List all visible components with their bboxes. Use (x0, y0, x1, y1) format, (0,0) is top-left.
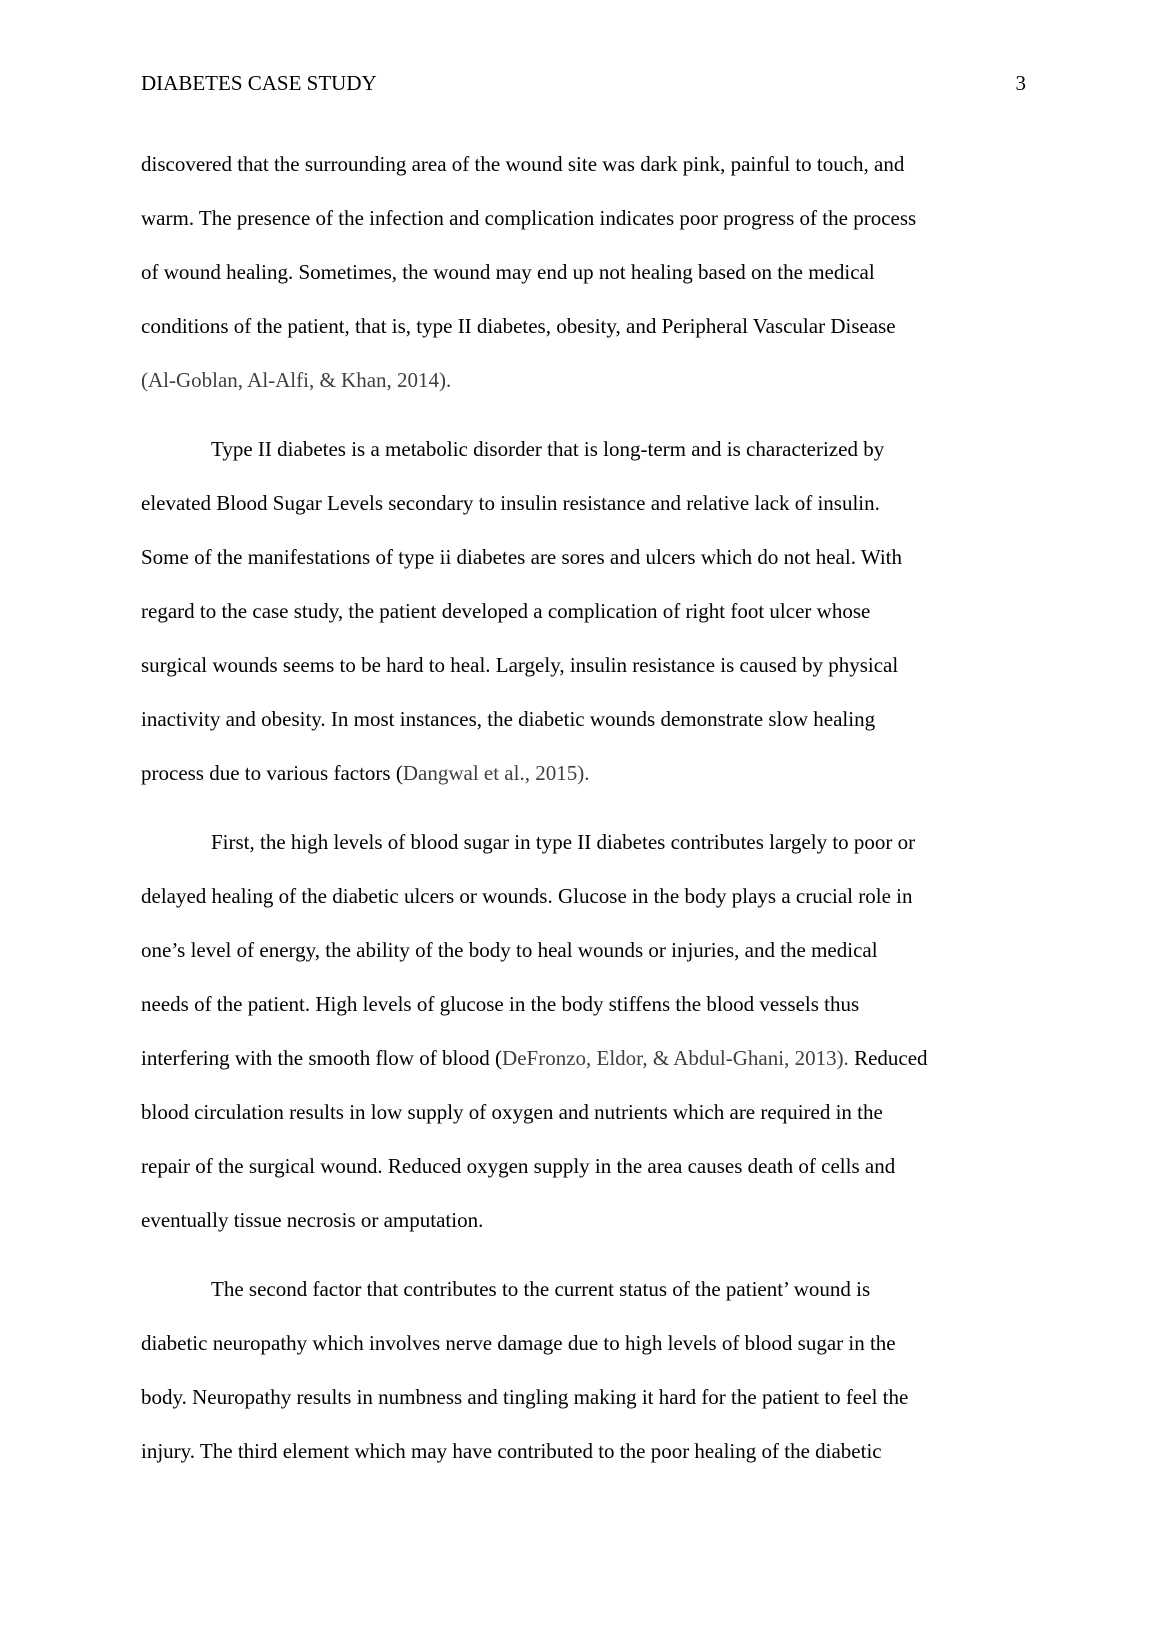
text-line: blood circulation results in low supply of oxygen and nutrients which are required in the (141, 1100, 883, 1124)
text-line: The second factor that contributes to the current status of the patient’ wound is (211, 1277, 871, 1301)
text-line: repair of the surgical wound. Reduced oxygen supply in the area causes death of cells and (141, 1154, 896, 1178)
text-line: conditions of the patient, that is, type II diabetes, obesity, and Peripheral Vascular Disease (141, 314, 896, 338)
text-line: Type II diabetes is a metabolic disorder that is long-term and is characterized by (211, 437, 885, 461)
citation: Dangwal et al., 2015). (402, 761, 590, 785)
body-text (141, 137, 1036, 1478)
text-line: elevated Blood Sugar Levels secondary to insulin resistance and relative lack of insulin. (141, 491, 880, 515)
text-line: discovered that the surrounding area of the wound site was dark pink, painful to touch, and (141, 152, 905, 176)
paragraph (141, 815, 1036, 1247)
paragraph (141, 137, 1036, 407)
text-line: eventually tissue necrosis or amputation. (141, 1208, 484, 1232)
text-line: regard to the case study, the patient developed a complication of right foot ulcer whose (141, 599, 871, 623)
text-line: needs of the patient. High levels of glucose in the body stiffens the blood vessels thus (141, 992, 860, 1016)
text-line: warm. The presence of the infection and complication indicates poor progress of the process (141, 206, 917, 230)
text-line: of wound healing. Sometimes, the wound may end up not healing based on the medical (141, 260, 875, 284)
text-line: one’s level of energy, the ability of the body to heal wounds or injuries, and the medical (141, 938, 878, 962)
text-line: inactivity and obesity. In most instances, the diabetic wounds demonstrate slow healing (141, 707, 876, 731)
text-run: interfering with the smooth flow of blood ( (141, 1046, 503, 1070)
paragraph (141, 422, 1036, 800)
citation-line: (Al-Goblan, Al-Alfi, & Khan, 2014). (141, 368, 452, 392)
text-line: diabetic neuropathy which involves nerve damage due to high levels of blood sugar in the (141, 1331, 896, 1355)
text-line: body. Neuropathy results in numbness and tingling making it hard for the patient to feel the (141, 1385, 909, 1409)
text-line (141, 1031, 1036, 1085)
text-line: delayed healing of the diabetic ulcers or wounds. Glucose in the body plays a crucial role in (141, 884, 913, 908)
text-line (141, 746, 1036, 800)
text-line: First, the high levels of blood sugar in type II diabetes contributes largely to poor or (211, 830, 916, 854)
text-run: process due to various factors ( (141, 761, 403, 785)
text-line: surgical wounds seems to be hard to heal. Largely, insulin resistance is caused by physical (141, 653, 899, 677)
running-title: DIABETES CASE STUDY (141, 71, 377, 95)
text-line: Some of the manifestations of type ii diabetes are sores and ulcers which do not heal. With (141, 545, 902, 569)
page-header (141, 68, 1026, 98)
text-run: Reduced (848, 1046, 928, 1070)
paragraph (141, 1262, 1036, 1478)
text-line: injury. The third element which may have contributed to the poor healing of the diabetic (141, 1439, 882, 1463)
citation: DeFronzo, Eldor, & Abdul-Ghani, 2013). (502, 1046, 849, 1070)
page-number: 3 (1015, 71, 1026, 95)
